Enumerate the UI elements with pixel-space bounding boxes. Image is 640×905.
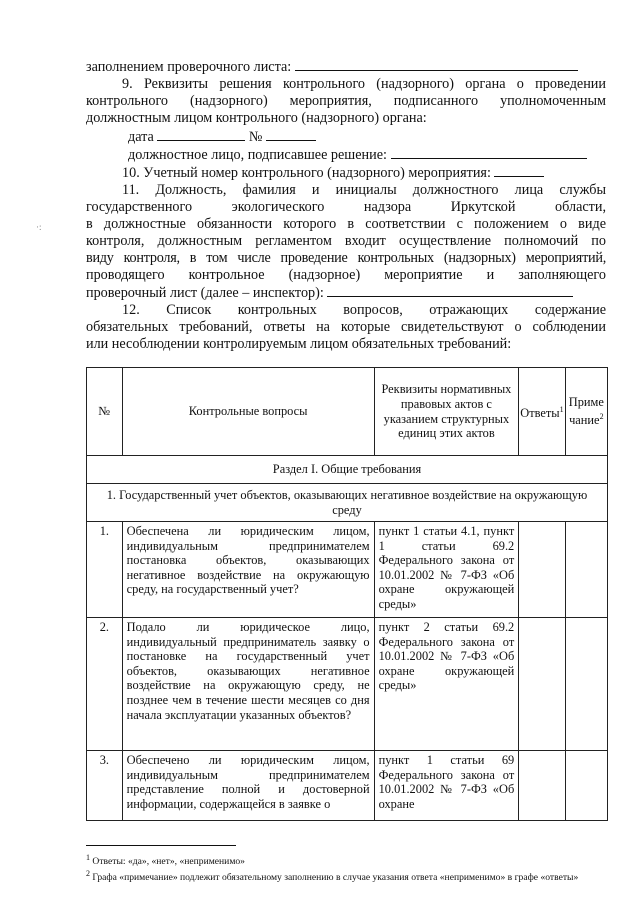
row-num: 2. [87,618,123,751]
table-row [87,618,608,751]
row-answer-cell[interactable] [519,751,565,821]
footnote-1: $^1$ Ответы: «да», «нет», «неприменимо» [86,853,245,868]
row-note-cell[interactable] [565,751,607,821]
subsection-title: 1. Государственный учет объектов, оказывающих негативное воздействие на окружающую среду [87,484,608,522]
p12-line-1: 12. Список контрольных вопросов, отражающих содержание [122,302,606,318]
header-notes: Примечание$^2$ [565,368,607,456]
intro-line-1: заполнением проверочного листа: [86,58,606,76]
header-num: № [87,368,123,456]
p11-line-3: в должностные обязанности которого в соответствии с положением о виде [86,216,606,232]
row-answer-cell[interactable] [519,618,565,751]
inspector-field[interactable] [327,284,573,297]
row-note-cell[interactable] [565,618,607,751]
row-requisites: пункт 2 статьи 69.2 Федерального закона от 10.01.2002 № 7-ФЗ «Об охране окружающей среды» [374,618,519,751]
table-row [87,751,608,821]
p11-line-6: проводящего контрольное (надзорное) мероприятие и заполняющего [86,267,606,283]
footnotes [86,852,606,883]
table-row [87,522,608,618]
checklist-table [86,367,608,821]
row-question: Обеспечено ли юридическим лицом, индивидуальным предпринимателем представление полной и достоверной информации, содержащейся в заявке о [122,751,374,821]
p9-line-3: должностным лицом контрольного (надзорного) органа: [86,110,427,126]
row-num: 3. [87,751,123,821]
subsection-row [87,484,608,522]
footnote-2: $^2$ Графа «примечание» подлежит обязательному заполнению в случае указания ответа «неприменимо» в графе «ответы» [86,868,579,883]
header-question: Контрольные вопросы [122,368,374,456]
p9-line-1: 9. Реквизиты решения контрольного (надзорного) органа о проведении [122,76,606,92]
section-row [87,456,608,484]
row-note-cell[interactable] [565,522,607,618]
row-question: Обеспечена ли юридическим лицом, индивидуальным предпринимателем постановка объектов, оказывающих негативное воздействие на окружающую среду, на государственный учет? [122,522,374,618]
p11-line-4: контроля, должностным регламентом входит осуществление полномочий по [86,233,606,249]
row-num: 1. [87,522,123,618]
row-requisites: пункт 1 статьи 69 Федерального закона от 10.01.2002 № 7-ФЗ «Об охране [374,751,519,821]
row-answer-cell[interactable] [519,522,565,618]
p11-line-5: виду контроля, в том числе проведение контрольных (надзорных) мероприятий, [86,250,606,266]
p12-line-3: или несоблюдении контролируемым лицом обязательных требований: [86,336,512,352]
margin-mark: ·: [36,222,42,232]
row-question: Подало ли юридическое лицо, индивидуальный предприниматель заявку о постановке на государственный учет объектов, оказывающих негативное воздействие на окружающую среду, не позднее чем в течение шести месяцев со дня начала эксплуатации указанных объектов? [122,618,374,751]
p12-line-2: обязательных требований, ответы на которые свидетельствуют о соблюдении [86,319,606,335]
header-answers: Ответы$^1$ [519,368,565,456]
official-field[interactable] [391,146,587,159]
blank-field[interactable] [295,58,578,71]
p10-line: 10. Учетный номер контрольного (надзорного) мероприятия: [122,164,606,182]
record-number-field[interactable] [494,164,544,177]
p11-line-7: проверочный лист (далее – инспектор): [86,284,606,302]
table-header-row [87,368,608,456]
p11-line-2: государственного экологического надзора Иркутской области, [86,199,606,215]
date-line: дата № [128,128,606,146]
date-field[interactable] [157,128,245,141]
footnote-divider [86,845,236,846]
header-requisites: Реквизиты нормативных правовых актов с указанием структурных единиц этих актов [374,368,519,456]
official-line: должностное лицо, подписавшее решение: [128,146,606,164]
number-field[interactable] [266,128,316,141]
p11-line-1: 11. Должность, фамилия и инициалы должностного лица службы [122,182,606,198]
p9-line-2: контрольного (надзорного) мероприятия, подписанного уполномоченным [86,93,606,109]
row-requisites: пункт 1 статьи 4.1, пункт 1 статьи 69.2 Федерального закона от 10.01.2002 № 7-ФЗ «Об охране окружающей среды» [374,522,519,618]
section-title: Раздел I. Общие требования [87,456,608,484]
